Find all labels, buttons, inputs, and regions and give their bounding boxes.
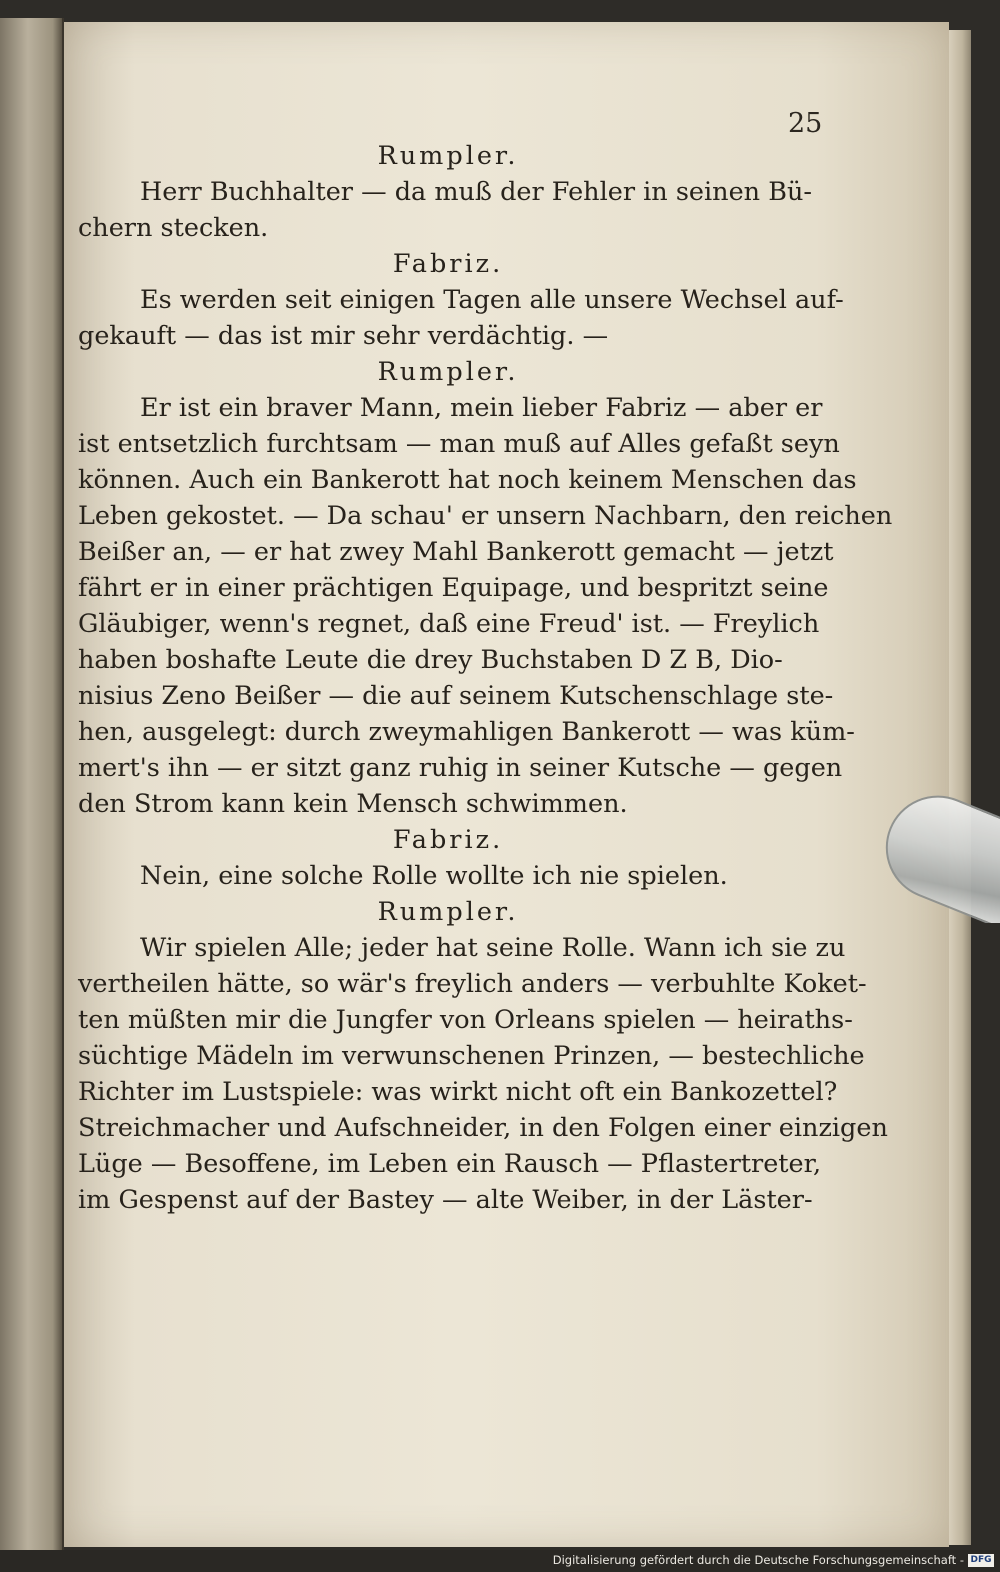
text-line: nisius Zeno Beißer — die auf seinem Kutschenschlage ste- [78,681,834,711]
text-line: Leben gekostet. — Da schau' er unsern Nachbarn, den reichen [78,501,893,531]
text-line: mert's ihn — er sitzt ganz ruhig in seiner Kutsche — gegen [78,753,843,783]
text-line: ten müßten mir die Jungfer von Orleans spielen — heiraths- [78,1005,853,1035]
page-clip-shape [876,793,1000,923]
page-clip [876,793,1000,923]
speaker-name: Rumpler. [377,357,519,387]
speaker-name: Rumpler. [377,897,519,927]
speaker-name: Fabriz. [392,249,504,279]
text-line: Lüge — Besoffene, im Leben ein Rausch — Pflastertreter, [78,1149,822,1179]
page-stack-edge [949,30,971,1545]
text-line: im Gespenst auf der Bastey — alte Weiber, in der Läster- [78,1185,813,1215]
digitization-credit: Digitalisierung gefördert durch die Deutsche Forschungsgemeinschaft - [552,1553,964,1567]
page-number: 25 [788,108,823,139]
text-line: Streichmacher und Aufschneider, in den Folgen einer einzigen [78,1113,888,1143]
text-line: haben boshafte Leute die drey Buchstaben D Z B, Dio- [78,645,783,675]
text-line: Nein, eine solche Rolle wollte ich nie spielen. [140,861,728,891]
text-line: Richter im Lustspiele: was wirkt nicht oft ein Bankozettel? [78,1077,838,1107]
dfg-logo: DFG [968,1554,994,1567]
text-line: Gläubiger, wenn's regnet, daß eine Freud' ist. — Freylich [78,609,820,639]
text-line: Er ist ein braver Mann, mein lieber Fabriz — aber er [140,393,823,423]
text-line: süchtige Mädeln im verwunschenen Prinzen, — bestechliche [78,1041,865,1071]
text-line: hen, ausgelegt: durch zweymahligen Bankerott — was küm- [78,717,855,747]
text-line: können. Auch ein Bankerott hat noch keinem Menschen das [78,465,857,495]
speaker-name: Rumpler. [377,141,519,171]
speaker-name: Fabriz. [392,825,504,855]
text-line: Beißer an, — er hat zwey Mahl Bankerott gemacht — jetzt [78,537,834,567]
text-line: vertheilen hätte, so wär's freylich anders — verbuhlte Koket- [78,969,867,999]
text-line: ist entsetzlich furchtsam — man muß auf Alles gefaßt seyn [78,429,840,459]
page-text [78,138,893,1218]
text-line: Es werden seit einigen Tagen alle unsere Wechsel auf- [140,285,844,315]
text-line: chern stecken. [78,213,269,243]
left-page-edge [0,18,64,1558]
text-line: fährt er in einer prächtigen Equipage, und bespritzt seine [78,573,829,603]
text-line: gekauft — das ist mir sehr verdächtig. — [78,321,609,351]
text-line: Herr Buchhalter — da muß der Fehler in seinen Bü- [140,177,812,207]
text-line: Wir spielen Alle; jeder hat seine Rolle. Wann ich sie zu [140,933,846,963]
text-line: den Strom kann kein Mensch schwimmen. [78,789,628,819]
